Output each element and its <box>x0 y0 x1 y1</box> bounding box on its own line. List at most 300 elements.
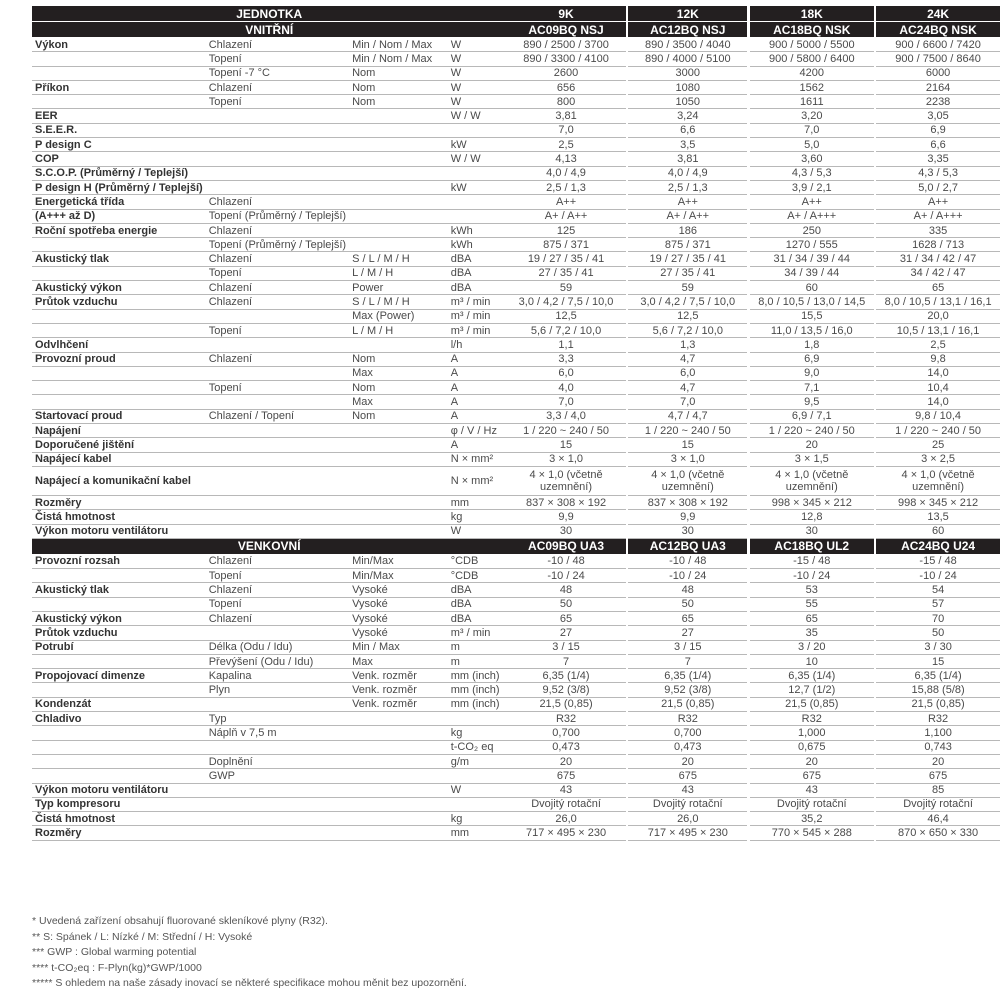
value-cell: 26,0 <box>506 812 625 826</box>
row-unit: W / W <box>448 152 507 166</box>
row-unit: m <box>448 640 507 654</box>
row-mode <box>349 826 448 840</box>
row-sublabel <box>206 395 349 409</box>
row-sublabel: Topení <box>206 381 349 395</box>
value-cell: 1,3 <box>628 338 747 352</box>
table-row <box>32 812 1000 826</box>
row-mode <box>349 466 448 495</box>
value-cell: 7,0 <box>506 395 625 409</box>
value-cell: 20 <box>750 754 874 768</box>
row-sublabel: Chlazení <box>206 554 349 568</box>
model-name: AC24BQ NSK <box>876 22 1000 38</box>
value-cell: -10 / 24 <box>750 569 874 583</box>
value-cell: 6,9 <box>876 123 1000 137</box>
row-label: Napájení <box>32 424 206 438</box>
row-label: Akustický výkon <box>32 281 206 295</box>
value-cell: 4,3 / 5,3 <box>750 166 874 180</box>
row-sublabel: Chlazení <box>206 583 349 597</box>
table-row <box>32 669 1000 683</box>
value-cell: 717 × 495 × 230 <box>628 826 747 840</box>
value-cell: 1 / 220 ~ 240 / 50 <box>506 424 625 438</box>
value-cell: 60 <box>750 281 874 295</box>
table-row <box>32 452 1000 466</box>
row-sublabel: Převýšení (Odu / Idu) <box>206 654 349 668</box>
model-name: AC18BQ UL2 <box>750 538 874 554</box>
row-mode <box>349 797 448 811</box>
row-label: Kondenzát <box>32 697 206 711</box>
row-unit: kW <box>448 138 507 152</box>
row-label: Roční spotřeba energie <box>32 223 206 237</box>
row-label <box>32 366 206 380</box>
value-cell: 53 <box>750 583 874 597</box>
row-sublabel <box>206 626 349 640</box>
value-cell: 15,5 <box>750 309 874 323</box>
value-cell: 15 <box>876 654 1000 668</box>
row-label <box>32 323 206 337</box>
row-sublabel: Chlazení <box>206 38 349 52</box>
row-mode <box>349 138 448 152</box>
value-cell: 7,1 <box>750 381 874 395</box>
row-sublabel <box>206 495 349 509</box>
table-row <box>32 524 1000 538</box>
value-cell: 59 <box>506 281 625 295</box>
row-unit: dBA <box>448 597 507 611</box>
value-cell: 8,0 / 10,5 / 13,1 / 16,1 <box>876 295 1000 309</box>
table-row <box>32 180 1000 194</box>
row-mode: Nom <box>349 80 448 94</box>
value-cell: 60 <box>876 524 1000 538</box>
table-row <box>32 266 1000 280</box>
row-mode: S / L / M / H <box>349 252 448 266</box>
row-sublabel <box>206 109 349 123</box>
value-cell: 27 <box>628 626 747 640</box>
value-cell: 10,5 / 13,1 / 16,1 <box>876 323 1000 337</box>
row-sublabel <box>206 166 349 180</box>
row-label <box>32 95 206 109</box>
value-cell: 4,0 / 4,9 <box>506 166 625 180</box>
value-cell: 1 / 220 ~ 240 / 50 <box>750 424 874 438</box>
value-cell: 43 <box>506 783 625 797</box>
row-label: Energetická třída <box>32 195 206 209</box>
value-cell: 21,5 (0,85) <box>750 697 874 711</box>
table-row <box>32 309 1000 323</box>
table-row <box>32 640 1000 654</box>
row-unit <box>448 712 507 726</box>
table-row <box>32 466 1000 495</box>
row-label <box>32 683 206 697</box>
row-unit <box>448 797 507 811</box>
row-label <box>32 266 206 280</box>
value-cell: 4,7 <box>628 352 747 366</box>
value-cell: 4,3 / 5,3 <box>876 166 1000 180</box>
row-sublabel <box>206 152 349 166</box>
value-cell: 35 <box>750 626 874 640</box>
value-cell: 50 <box>876 626 1000 640</box>
value-cell: 1,000 <box>750 726 874 740</box>
value-cell: 46,4 <box>876 812 1000 826</box>
row-unit: m³ / min <box>448 295 507 309</box>
table-row <box>32 726 1000 740</box>
row-sublabel <box>206 123 349 137</box>
value-cell: 4200 <box>750 66 874 80</box>
value-cell: Dvojitý rotační <box>750 797 874 811</box>
row-mode: Nom <box>349 409 448 423</box>
row-sublabel: Topení <box>206 95 349 109</box>
row-sublabel <box>206 524 349 538</box>
row-mode: L / M / H <box>349 323 448 337</box>
row-label: (A+++ až D) <box>32 209 206 223</box>
row-label <box>32 726 206 740</box>
value-cell: 10,4 <box>876 381 1000 395</box>
row-unit: kg <box>448 812 507 826</box>
value-cell: 35,2 <box>750 812 874 826</box>
value-cell: 48 <box>506 583 625 597</box>
value-cell: 1050 <box>628 95 747 109</box>
value-cell: A++ <box>876 195 1000 209</box>
table-row <box>32 109 1000 123</box>
value-cell: 890 / 3500 / 4040 <box>628 38 747 52</box>
row-sublabel <box>206 783 349 797</box>
value-cell: 1628 / 713 <box>876 238 1000 252</box>
table-row <box>32 826 1000 840</box>
row-unit <box>448 123 507 137</box>
value-cell: R32 <box>876 712 1000 726</box>
value-cell: 9,8 / 10,4 <box>876 409 1000 423</box>
row-unit <box>448 195 507 209</box>
header-row-outdoor <box>32 538 1000 554</box>
value-cell: 998 × 345 × 212 <box>750 495 874 509</box>
row-mode: Max <box>349 395 448 409</box>
table-row <box>32 683 1000 697</box>
value-cell: 250 <box>750 223 874 237</box>
row-mode <box>349 195 448 209</box>
row-label: Odvlhčení <box>32 338 206 352</box>
row-sublabel: Chlazení <box>206 281 349 295</box>
row-sublabel <box>206 797 349 811</box>
value-cell: 55 <box>750 597 874 611</box>
row-sublabel: Chlazení <box>206 295 349 309</box>
row-label: Rozměry <box>32 826 206 840</box>
value-cell: 5,6 / 7,2 / 10,0 <box>506 323 625 337</box>
row-sublabel: Topení <box>206 266 349 280</box>
value-cell: 656 <box>506 80 625 94</box>
value-cell: 900 / 6600 / 7420 <box>876 38 1000 52</box>
value-cell: 6,35 (1/4) <box>876 669 1000 683</box>
value-cell: 6,6 <box>628 123 747 137</box>
value-cell: 3,9 / 2,1 <box>750 180 874 194</box>
section-title: VENKOVNÍ <box>32 538 506 554</box>
value-cell: -10 / 24 <box>628 569 747 583</box>
value-cell: 48 <box>628 583 747 597</box>
table-row <box>32 510 1000 524</box>
row-mode: Max <box>349 654 448 668</box>
value-cell: 3,3 <box>506 352 625 366</box>
row-sublabel <box>206 510 349 524</box>
value-cell: 5,0 <box>750 138 874 152</box>
value-cell: 3 × 1,0 <box>628 452 747 466</box>
value-cell: 125 <box>506 223 625 237</box>
value-cell: 0,700 <box>628 726 747 740</box>
value-cell: 890 / 4000 / 5100 <box>628 52 747 66</box>
row-sublabel: Chlazení <box>206 252 349 266</box>
row-mode <box>349 712 448 726</box>
value-cell: 19 / 27 / 35 / 41 <box>628 252 747 266</box>
row-unit: mm (inch) <box>448 697 507 711</box>
value-cell: 7,0 <box>628 395 747 409</box>
row-mode: Power <box>349 281 448 295</box>
value-cell: 31 / 34 / 39 / 44 <box>750 252 874 266</box>
value-cell: 675 <box>750 769 874 783</box>
row-unit <box>448 769 507 783</box>
row-sublabel <box>206 424 349 438</box>
value-cell: 31 / 34 / 42 / 47 <box>876 252 1000 266</box>
table-row <box>32 238 1000 252</box>
row-unit: W <box>448 783 507 797</box>
row-mode: Min/Max <box>349 554 448 568</box>
row-mode: Nom <box>349 95 448 109</box>
row-unit: A <box>448 409 507 423</box>
value-cell: A++ <box>628 195 747 209</box>
row-label <box>32 740 206 754</box>
value-cell: 2164 <box>876 80 1000 94</box>
table-row <box>32 611 1000 625</box>
row-unit: kg <box>448 726 507 740</box>
row-unit: φ / V / Hz <box>448 424 507 438</box>
model-name: AC09BQ NSJ <box>506 22 625 38</box>
value-cell: 0,473 <box>506 740 625 754</box>
value-cell: 3 × 1,5 <box>750 452 874 466</box>
model-name: 12K <box>628 6 747 22</box>
value-cell: 20 <box>628 754 747 768</box>
row-label <box>32 66 206 80</box>
header-row-indoor <box>32 22 1000 38</box>
row-mode: Venk. rozměr <box>349 669 448 683</box>
header-row-capacity <box>32 6 1000 22</box>
row-mode: Nom <box>349 66 448 80</box>
value-cell: 1611 <box>750 95 874 109</box>
value-cell: 57 <box>876 597 1000 611</box>
table-row <box>32 409 1000 423</box>
value-cell: 675 <box>506 769 625 783</box>
row-sublabel <box>206 338 349 352</box>
table-row <box>32 281 1000 295</box>
value-cell: 998 × 345 × 212 <box>876 495 1000 509</box>
value-cell: 9,8 <box>876 352 1000 366</box>
table-row <box>32 195 1000 209</box>
value-cell: 20 <box>506 754 625 768</box>
row-mode: Min / Nom / Max <box>349 38 448 52</box>
table-row <box>32 569 1000 583</box>
section-title: VNITŘNÍ <box>32 22 506 38</box>
value-cell: 7 <box>506 654 625 668</box>
row-label: Příkon <box>32 80 206 94</box>
row-unit: kWh <box>448 223 507 237</box>
row-unit: kW <box>448 180 507 194</box>
table-row <box>32 138 1000 152</box>
value-cell: 3 × 2,5 <box>876 452 1000 466</box>
row-unit: mm (inch) <box>448 669 507 683</box>
value-cell: 0,473 <box>628 740 747 754</box>
value-cell: 4 × 1,0 (včetně uzemnění) <box>750 466 874 495</box>
row-mode: Nom <box>349 381 448 395</box>
value-cell: 3,3 / 4,0 <box>506 409 625 423</box>
value-cell: A+ / A++ <box>506 209 625 223</box>
value-cell: 20 <box>876 754 1000 768</box>
row-label: Výkon <box>32 38 206 52</box>
row-sublabel: Topení (Průměrný / Teplejší) <box>206 238 349 252</box>
row-label: Průtok vzduchu <box>32 626 206 640</box>
row-unit: g/m <box>448 754 507 768</box>
value-cell: 50 <box>628 597 747 611</box>
value-cell: 1 / 220 ~ 240 / 50 <box>628 424 747 438</box>
row-sublabel <box>206 438 349 452</box>
value-cell: 70 <box>876 611 1000 625</box>
row-sublabel: Topení <box>206 569 349 583</box>
value-cell: 3 / 20 <box>750 640 874 654</box>
row-label <box>32 754 206 768</box>
row-sublabel: Chlazení / Topení <box>206 409 349 423</box>
row-label <box>32 52 206 66</box>
value-cell: 10 <box>750 654 874 668</box>
value-cell: 770 × 545 × 288 <box>750 826 874 840</box>
row-unit: A <box>448 395 507 409</box>
row-unit: dBA <box>448 252 507 266</box>
value-cell: 65 <box>506 611 625 625</box>
row-sublabel: Chlazení <box>206 80 349 94</box>
value-cell: 27 / 35 / 41 <box>506 266 625 280</box>
value-cell: 6,35 (1/4) <box>506 669 625 683</box>
value-cell: 59 <box>628 281 747 295</box>
value-cell: 19 / 27 / 35 / 41 <box>506 252 625 266</box>
row-unit: t-CO₂ eq <box>448 740 507 754</box>
row-sublabel: Topení (Průměrný / Teplejší) <box>206 209 349 223</box>
value-cell: 9,0 <box>750 366 874 380</box>
row-mode: L / M / H <box>349 266 448 280</box>
footnote: ***** S ohledem na naše zásady inovací se některé specifikace mohou měnit bez upozornění. <box>32 977 467 989</box>
model-name: 9K <box>506 6 625 22</box>
table-row <box>32 166 1000 180</box>
value-cell: 3000 <box>628 66 747 80</box>
value-cell: 6,9 <box>750 352 874 366</box>
value-cell: 1562 <box>750 80 874 94</box>
row-mode <box>349 209 448 223</box>
row-sublabel <box>206 366 349 380</box>
row-unit <box>448 209 507 223</box>
value-cell: 3,05 <box>876 109 1000 123</box>
value-cell: 7,0 <box>750 123 874 137</box>
value-cell: 3,20 <box>750 109 874 123</box>
row-label: Rozměry <box>32 495 206 509</box>
row-unit: dBA <box>448 281 507 295</box>
row-unit: A <box>448 366 507 380</box>
row-sublabel: Topení <box>206 323 349 337</box>
row-sublabel <box>206 180 349 194</box>
value-cell: 900 / 5000 / 5500 <box>750 38 874 52</box>
row-unit: A <box>448 352 507 366</box>
row-sublabel: Náplň v 7,5 m <box>206 726 349 740</box>
value-cell: 14,0 <box>876 395 1000 409</box>
row-mode: Max (Power) <box>349 309 448 323</box>
row-label: Čistá hmotnost <box>32 510 206 524</box>
value-cell: 6000 <box>876 66 1000 80</box>
value-cell: Dvojitý rotační <box>506 797 625 811</box>
table-row <box>32 783 1000 797</box>
value-cell: -15 / 48 <box>750 554 874 568</box>
value-cell: 12,5 <box>628 309 747 323</box>
row-label: Akustický výkon <box>32 611 206 625</box>
value-cell: 5,0 / 2,7 <box>876 180 1000 194</box>
value-cell: 26,0 <box>628 812 747 826</box>
row-unit: W <box>448 66 507 80</box>
value-cell: 20 <box>750 438 874 452</box>
value-cell: 20,0 <box>876 309 1000 323</box>
value-cell: 9,9 <box>506 510 625 524</box>
value-cell: A+ / A++ <box>628 209 747 223</box>
row-unit: °CDB <box>448 554 507 568</box>
value-cell: 900 / 7500 / 8640 <box>876 52 1000 66</box>
value-cell: 9,52 (3/8) <box>628 683 747 697</box>
value-cell: 15 <box>628 438 747 452</box>
footnotes <box>32 914 467 992</box>
row-unit: kWh <box>448 238 507 252</box>
row-label: Napájecí a komunikační kabel <box>32 466 206 495</box>
row-mode <box>349 238 448 252</box>
row-unit: l/h <box>448 338 507 352</box>
value-cell: 7 <box>628 654 747 668</box>
table-row <box>32 381 1000 395</box>
value-cell: 800 <box>506 95 625 109</box>
table-row <box>32 223 1000 237</box>
row-sublabel <box>206 740 349 754</box>
value-cell: 65 <box>628 611 747 625</box>
value-cell: 0,700 <box>506 726 625 740</box>
table-row <box>32 123 1000 137</box>
value-cell: 34 / 42 / 47 <box>876 266 1000 280</box>
value-cell: A+ / A+++ <box>876 209 1000 223</box>
row-mode <box>349 495 448 509</box>
value-cell: A++ <box>750 195 874 209</box>
row-unit: W <box>448 80 507 94</box>
row-mode <box>349 812 448 826</box>
row-mode: Venk. rozměr <box>349 683 448 697</box>
value-cell: 335 <box>876 223 1000 237</box>
table-row <box>32 438 1000 452</box>
value-cell: 14,0 <box>876 366 1000 380</box>
row-mode: Vysoké <box>349 611 448 625</box>
table-row <box>32 352 1000 366</box>
value-cell: 12,8 <box>750 510 874 524</box>
value-cell: 9,5 <box>750 395 874 409</box>
value-cell: 6,35 (1/4) <box>750 669 874 683</box>
model-name: AC24BQ U24 <box>876 538 1000 554</box>
value-cell: 4,7 <box>628 381 747 395</box>
row-sublabel <box>206 697 349 711</box>
value-cell: 6,9 / 7,1 <box>750 409 874 423</box>
row-label: Doporučené jištění <box>32 438 206 452</box>
row-mode: Min / Max <box>349 640 448 654</box>
table-row <box>32 597 1000 611</box>
model-name: AC12BQ NSJ <box>628 22 747 38</box>
row-unit: m <box>448 654 507 668</box>
table-row <box>32 295 1000 309</box>
value-cell: 50 <box>506 597 625 611</box>
value-cell: 0,675 <box>750 740 874 754</box>
row-sublabel: Topení <box>206 597 349 611</box>
row-unit: kg <box>448 510 507 524</box>
value-cell: Dvojitý rotační <box>876 797 1000 811</box>
row-mode <box>349 123 448 137</box>
row-mode <box>349 524 448 538</box>
